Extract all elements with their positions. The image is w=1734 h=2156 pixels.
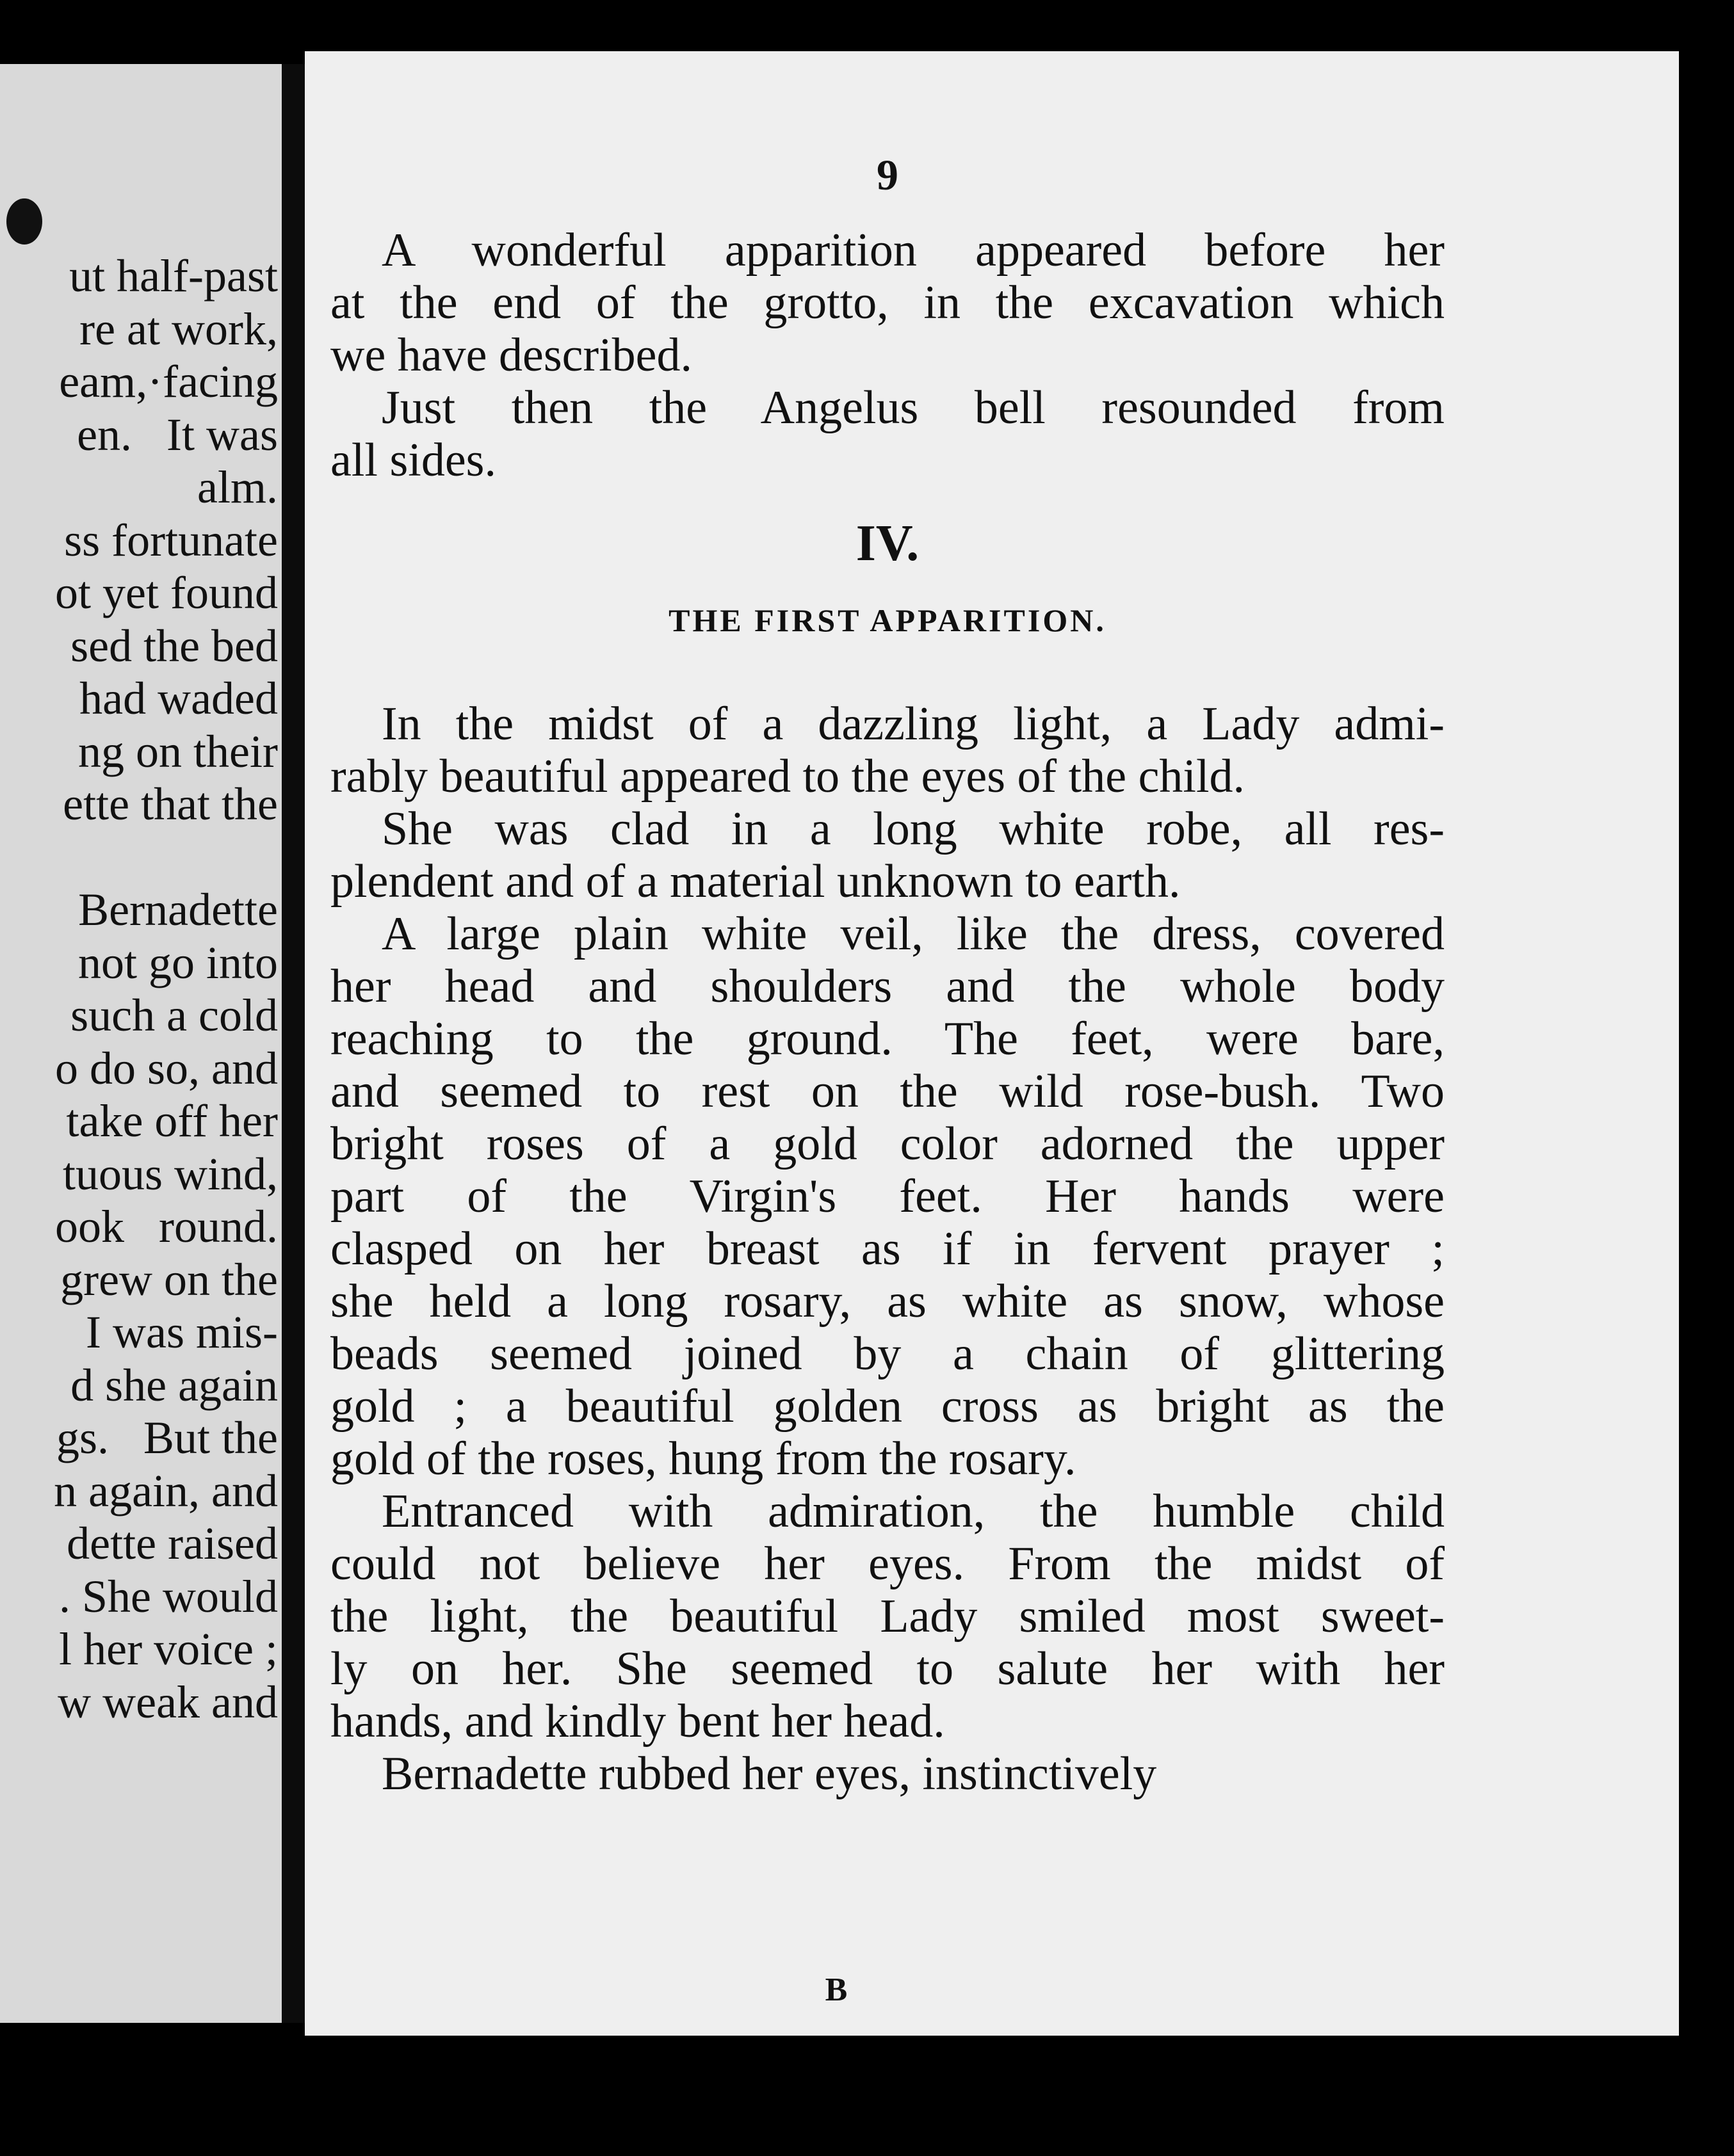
text-line: we have described.	[330, 329, 693, 382]
text-line: beads seemed joined by a chain of glittering	[330, 1328, 1445, 1380]
text-line: She was clad in a long white robe, all res-	[382, 803, 1445, 855]
left-text-line: en. It was	[77, 408, 278, 460]
left-text-line: ss fortunate	[64, 514, 278, 566]
text-line: she held a long rosary, as white as snow, whose	[330, 1275, 1445, 1328]
left-text-line: . She would	[59, 1570, 278, 1622]
intro-paragraphs	[330, 224, 1445, 487]
left-text-line: d she again	[70, 1359, 278, 1411]
left-page-text	[0, 250, 278, 1728]
left-text-line: take off her	[66, 1095, 278, 1146]
left-text-line: w weak and	[58, 1676, 278, 1728]
text-line: clasped on her breast as if in fervent prayer ;	[330, 1223, 1445, 1275]
text-line: ly on her. She seemed to salute her with her	[330, 1643, 1445, 1695]
text-line: at the end of the grotto, in the excavation which	[330, 277, 1445, 329]
left-text-line: eam,·facing	[59, 356, 278, 407]
paragraph	[330, 1485, 1445, 1748]
text-line: A wonderful apparition appeared before her	[382, 224, 1445, 277]
left-text-line: Bernadette	[78, 884, 278, 935]
left-text-line	[0, 831, 278, 884]
text-line: plendent and of a material unknown to earth.	[330, 855, 1181, 908]
left-text-line: I was mis-	[86, 1307, 278, 1358]
text-line: gold of the roses, hung from the rosary.	[330, 1433, 1076, 1485]
left-text-line: sed the bed	[70, 620, 278, 672]
left-page-fragment	[0, 64, 282, 2023]
paragraph	[330, 1748, 1445, 1800]
text-line: the light, the beautiful Lady smiled most sweet-	[330, 1590, 1445, 1643]
left-text-line: not go into	[77, 937, 278, 988]
page-number: 9	[877, 150, 898, 199]
left-text-line: re at work,	[79, 303, 278, 355]
left-text-line: had waded	[79, 673, 278, 724]
text-line: and seemed to rest on the wild rose-bush. Two	[330, 1065, 1445, 1118]
paragraph	[330, 803, 1445, 908]
left-text-line: ng on their	[78, 725, 278, 777]
left-text-line: gs. But the	[56, 1412, 278, 1463]
right-page	[305, 51, 1679, 2036]
text-line: reaching to the ground. The feet, were bare,	[330, 1013, 1445, 1065]
left-text-line: dette raised	[67, 1518, 278, 1569]
text-line: all sides.	[330, 434, 496, 487]
left-text-line: o do so, and	[55, 1042, 278, 1094]
left-text-line: l her voice ;	[59, 1623, 278, 1675]
text-line: Just then the Angelus bell resounded from	[382, 382, 1445, 434]
text-line: rably beautiful appeared to the eyes of the child.	[330, 750, 1245, 803]
signature-mark: B	[825, 1972, 848, 2008]
paragraph	[330, 382, 1445, 487]
left-text-line: ook round.	[55, 1201, 278, 1252]
paragraph	[330, 224, 1445, 382]
body-paragraphs	[330, 698, 1445, 1800]
paragraph	[330, 908, 1445, 1485]
text-line: her head and shoulders and the whole body	[330, 960, 1445, 1013]
text-line: A large plain white veil, like the dress, covered	[382, 908, 1445, 960]
page-text-block	[330, 150, 1445, 2008]
left-text-line: ette that the	[63, 778, 278, 830]
left-text-line: ot yet found	[55, 567, 278, 618]
paragraph	[330, 698, 1445, 803]
ink-blot	[6, 198, 42, 245]
left-text-line: tuous wind,	[62, 1148, 278, 1200]
text-line: bright roses of a gold color adorned the upper	[330, 1118, 1445, 1170]
chapter-number: IV.	[855, 515, 920, 572]
left-text-line: grew on the	[60, 1253, 278, 1305]
text-line: part of the Virgin's feet. Her hands were	[330, 1170, 1445, 1223]
left-text-line: alm.	[197, 462, 278, 513]
page-gutter	[282, 64, 305, 2023]
left-text-line: n again, and	[54, 1465, 278, 1516]
text-line: hands, and kindly bent her head.	[330, 1695, 945, 1748]
text-line: Entranced with admiration, the humble child	[382, 1485, 1445, 1538]
text-line: In the midst of a dazzling light, a Lady admi-	[382, 698, 1445, 750]
text-line: Bernadette rubbed her eyes, instinctively	[382, 1748, 1157, 1800]
text-line: gold ; a beautiful golden cross as bright as the	[330, 1380, 1445, 1433]
chapter-title: THE FIRST APPARITION.	[668, 602, 1106, 638]
left-text-line: ut half-past	[69, 250, 278, 302]
text-line: could not believe her eyes. From the midst of	[330, 1538, 1445, 1590]
left-text-line: such a cold	[70, 990, 278, 1041]
